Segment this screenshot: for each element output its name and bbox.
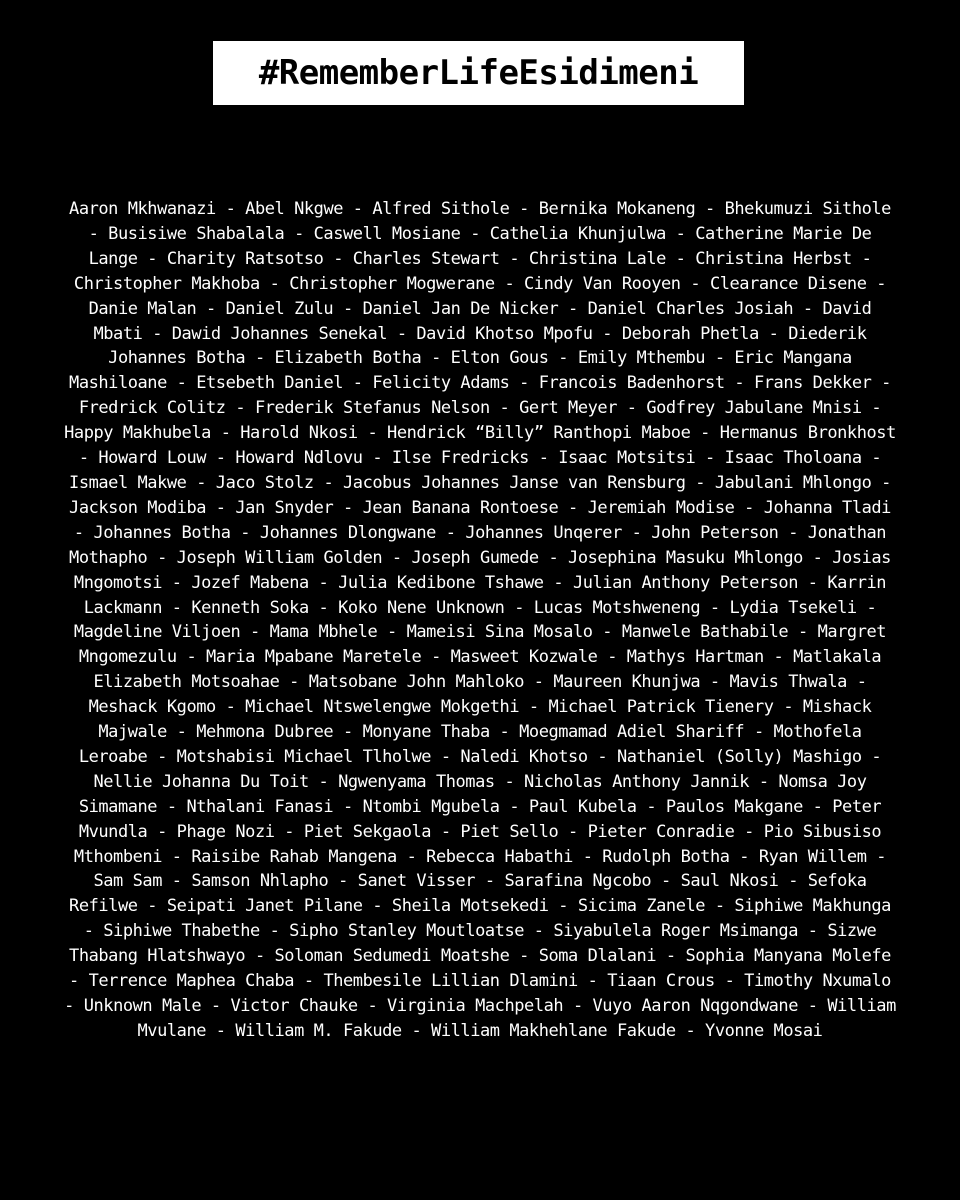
hashtag-title: #RememberLifeEsidimeni [258,53,699,93]
names-list: Aaron Mkhwanazi - Abel Nkgwe - Alfred Sithole - Bernika Mokaneng - Bhekumuzi Sithole - Busisiwe Shabalala - Caswell Mosiane - Cathelia Khunjulwa - Catherine Marie De Lange - Charity Ratsotso - Charles Stewart - Christina Lale - Christina Herbst - Christopher Makhoba - Christopher Mogwerane - Cindy Van Rooyen - Clearance Disene - Danie Malan - Daniel Zulu - Daniel Jan De Nicker - Daniel Charles Josiah - David Mbati - Dawid Johannes Senekal - David Khotso Mpofu - Deborah Phetla - Diederik Johannes Botha - Elizabeth Botha - Elton Gous - Emily Mthembu - Eric Mangana Mashiloane - Etsebeth Daniel - Felicity Adams - Francois Badenhorst - Frans Dekker - Fredrick Colitz - Frederik Stefanus Nelson - Gert Meyer - Godfrey Jabulane Mnisi - Happy Makhubela - Harold Nkosi - Hendrick “Billy” Ranthopi Maboe - Hermanus Bronkhost - Howard Louw - Howard Ndlovu - Ilse Fredricks - Isaac Motsitsi - Isaac Tholoana - Ismael Makwe - Jaco Stolz - Jacobus Johannes Janse van Rensburg - Jabulani Mhlongo - Jackson Modiba - Jan Snyder - Jean Banana Rontoese - Jeremiah Modise - Johanna Tladi - Johannes Botha - Johannes Dlongwane - Johannes Unqerer - John Peterson - Jonathan Mothapho - Joseph William Golden - Joseph Gumede - Josephina Masuku Mhlongo - Josias Mngomotsi - Jozef Mabena - Julia Kedibone Tshawe - Julian Anthony Peterson - Karrin Lackmann - Kenneth Soka - Koko Nene Unknown - Lucas Motshweneng - Lydia Tsekeli - Magdeline Viljoen - Mama Mbhele - Mameisi Sina Mosalo - Manwele Bathabile - Margret Mngomezulu - Maria Mpabane Maretele - Masweet Kozwale - Mathys Hartman - Matlakala Elizabeth Motsoahae - Matsobane John Mahloko - Maureen Khunjwa - Mavis Thwala - Meshack Kgomo - Michael Ntswelengwe Mokgethi - Michael Patrick Tienery - Mishack Majwale - Mehmona Dubree - Monyane Thaba - Moegmamad Adiel Shariff - Mothofela Leroabe - Motshabisi Michael Tlholwe - Naledi Khotso - Nathaniel (Solly) Mashigo - Nellie Johanna Du Toit - Ngwenyama Thomas - Nicholas Anthony Jannik - Nomsa Joy Simamane - Nthalani Fanasi - Ntombi Mgubela - Paul Kubela - Paulos Makgane - Peter Mvundla - Phage Nozi - Piet Sekgaola - Piet Sello - Pieter Conradie - Pio Sibusiso Mthombeni - Raisibe Rahab Mangena - Rebecca Habathi - Rudolph Botha - Ryan Willem - Sam Sam - Samson Nhlapho - Sanet Visser - Sarafina Ngcobo - Saul Nkosi - Sefoka Refilwe - Seipati Janet Pilane - Sheila Motsekedi - Sicima Zanele - Siphiwe Makhunga - Siphiwe Thabethe - Sipho Stanley Moutloatse - Siyabulela Roger Msimanga - Sizwe Thabang Hlatshwayo - Soloman Sedumedi Moatshe - Soma Dlalani - Sophia Manyana Molefe - Terrence Maphea Chaba - Thembesile Lillian Dlamini - Tiaan Crous - Timothy Nxumalo - Unknown Male - Victor Chauke - Virginia Machpelah - Vuyo Aaron Nqgondwane - William Mvulane - William M. Fakude - William Makhehlane Fakude - Yvonne Mosai [64,199,896,1041]
hashtag-title-box [213,41,744,105]
